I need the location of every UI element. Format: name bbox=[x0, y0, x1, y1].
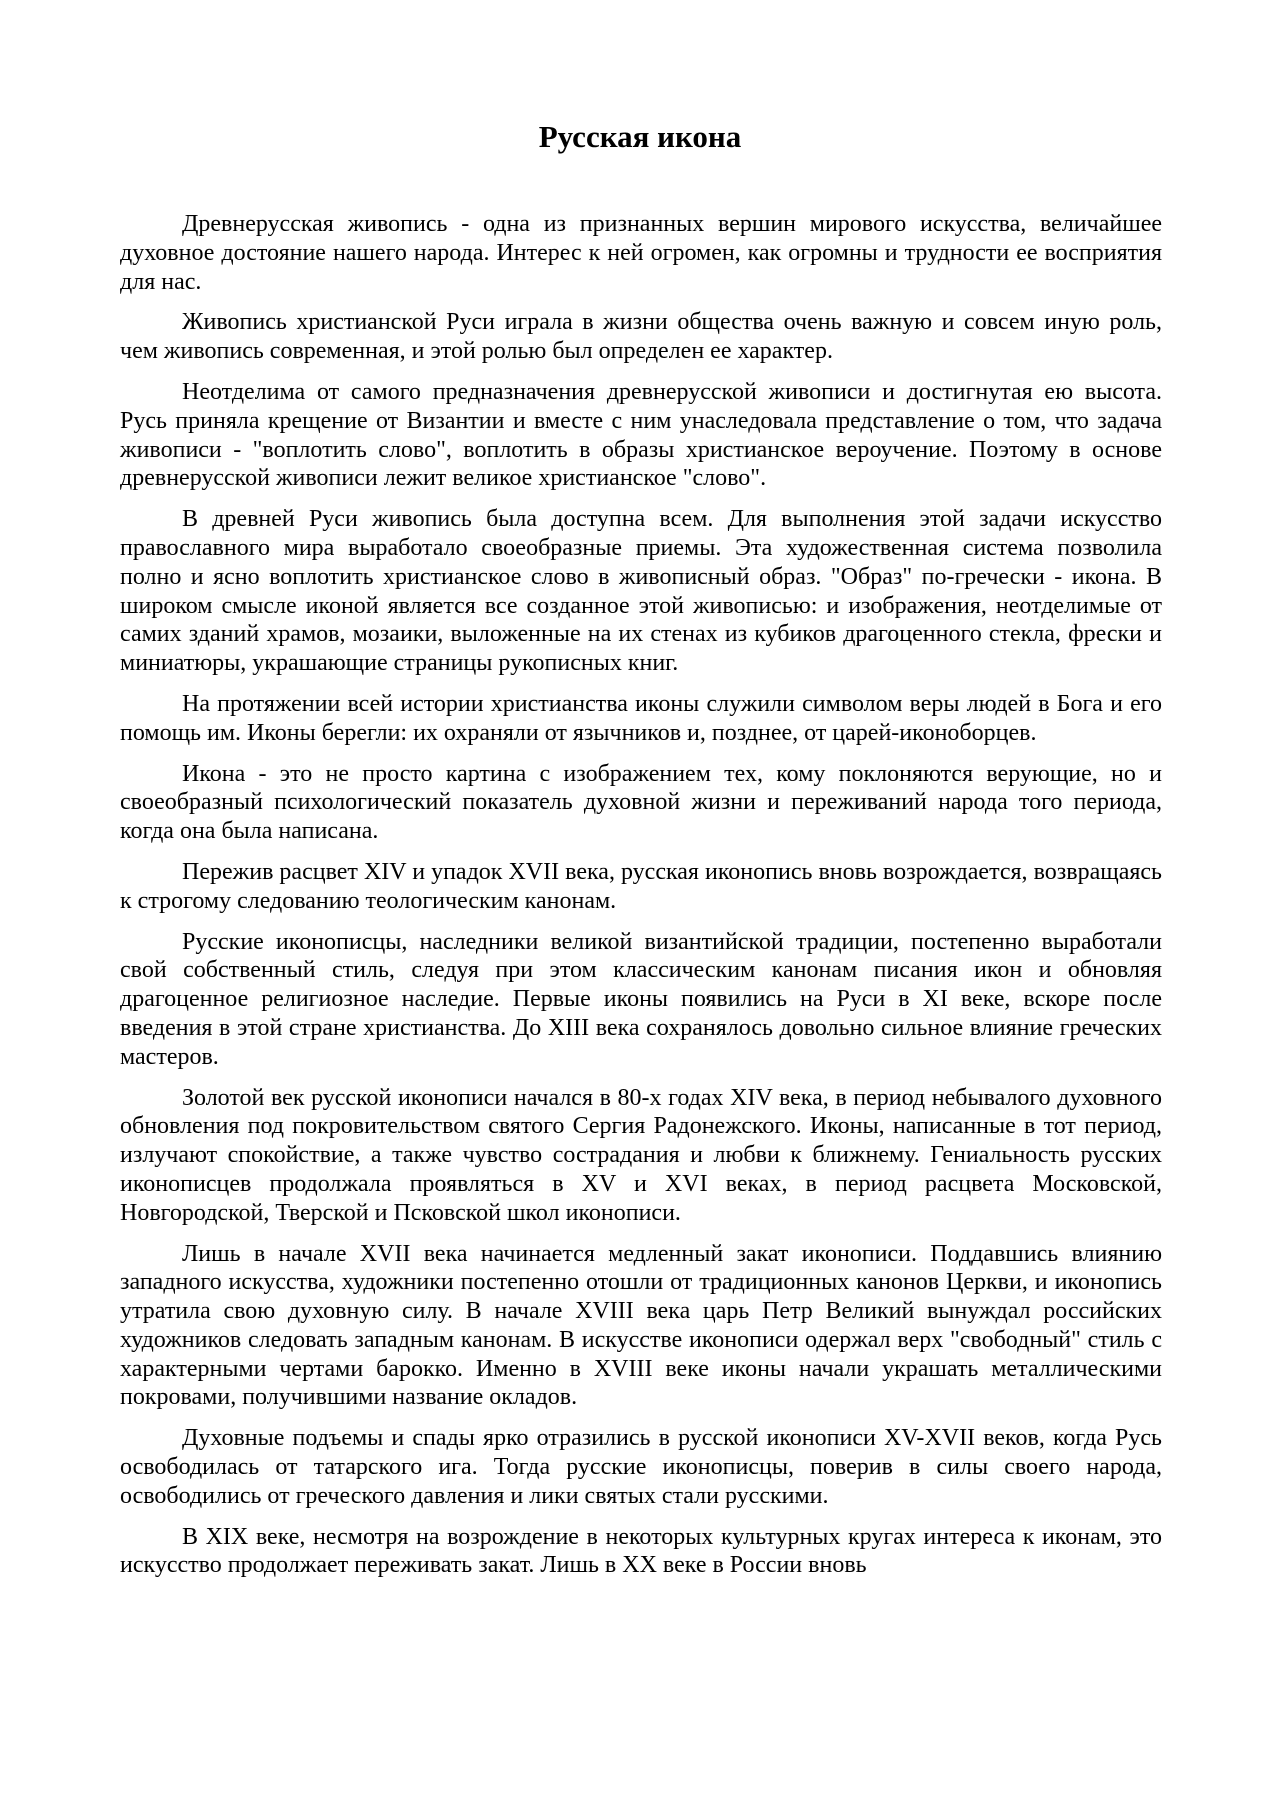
paragraph-8: Русские иконописцы, наследники великой византийской традиции, постепенно выработали свой собственный стиль, следуя при этом классическим канонам писания икон и обновляя драгоценное религиозное наследие. Первые иконы появились на Руси в XI веке, вскоре после введения в этой стране христианства. До XIII века сохранялось довольно сильное влияние греческих мастеров. bbox=[120, 928, 1162, 1070]
paragraph-1: Древнерусская живопись - одна из признанных вершин мирового искусства, величайшее духовное достояние нашего народа. Интерес к ней огромен, как огромны и трудности ее восприятия для нас. bbox=[120, 211, 1162, 295]
paragraph-4: В древней Руси живопись была доступна всем. Для выполнения этой задачи искусство православного мира выработало своеобразные приемы. Эта художественная система позволила полно и ясно воплотить христианское слово в живописный образ. "Образ" по-гречески - икона. В широком смысле иконой является все созданное этой живописью: и изображения, неотделимые от самих зданий храмов, мозаики, выложенные на их стенах из кубиков драгоценного стекла, фрески и миниатюры, украшающие страницы рукописных книг. bbox=[120, 506, 1162, 677]
document-body bbox=[120, 210, 1162, 1592]
paragraph-5: На протяжении всей истории христианства иконы служили символом веры людей в Бога и его помощь им. Иконы берегли: их охраняли от язычников и, позднее, от царей-иконоборцев. bbox=[120, 690, 1162, 746]
paragraph-3: Неотделима от самого предназначения древнерусской живописи и достигнутая ею высота. Русь приняла крещение от Византии и вместе с ним унаследовала представление о том, что задача живописи - "воплотить слово", воплотить в образы христианское вероучение. Поэтому в основе древнерусской живописи лежит великое христианское "слово". bbox=[120, 378, 1162, 492]
paragraph-12: В XIX веке, несмотря на возрождение в некоторых культурных кругах интереса к иконам, это искусство продолжает переживать закат. Лишь в XX веке в России вновь bbox=[120, 1523, 1162, 1579]
paragraph-11: Духовные подъемы и спады ярко отразились в русской иконописи XV-XVII веков, когда Русь освободилась от татарского ига. Тогда русские иконописцы, поверив в силы своего народа, освободились от греческого давления и лики святых стали русскими. bbox=[120, 1425, 1162, 1509]
paragraph-2: Живопись христианской Руси играла в жизни общества очень важную и совсем иную роль, чем живопись современная, и этой ролью был определен ее характер. bbox=[120, 309, 1162, 365]
paragraph-6: Икона - это не просто картина с изображением тех, кому поклоняются верующие, но и своеобразный психологический показатель духовной жизни и переживаний народа того периода, когда она была написана. bbox=[120, 760, 1162, 845]
paragraph-10: Лишь в начале XVII века начинается медленный закат иконописи. Поддавшись влиянию западного искусства, художники постепенно отошли от традиционных канонов Церкви, и иконопись утратила свою духовную силу. В начале XVIII века царь Петр Великий вынуждал российских художников следовать западным канонам. В искусстве иконописи одержал верх "свободный" стиль с характерными чертами барокко. Именно в XVIII веке иконы начали украшать металлическими покровами, получившими название окладов. bbox=[120, 1240, 1162, 1411]
paragraph-9: Золотой век русской иконописи начался в 80-х годах XIV века, в период небывалого духовного обновления под покровительством святого Сергия Радонежского. Иконы, написанные в тот период, излучают спокойствие, а также чувство сострадания и любви к ближнему. Гениальность русских иконописцев продолжала проявляться в XV и XVI веках, в период расцвета Московской, Новгородской, Тверской и Псковской школ иконописи. bbox=[120, 1084, 1162, 1226]
document-title: Русская икона bbox=[538, 119, 742, 154]
paragraph-7: Пережив расцвет XIV и упадок XVII века, русская иконопись вновь возрождается, возвращаясь к строгому следованию теологическим канонам. bbox=[120, 858, 1162, 914]
